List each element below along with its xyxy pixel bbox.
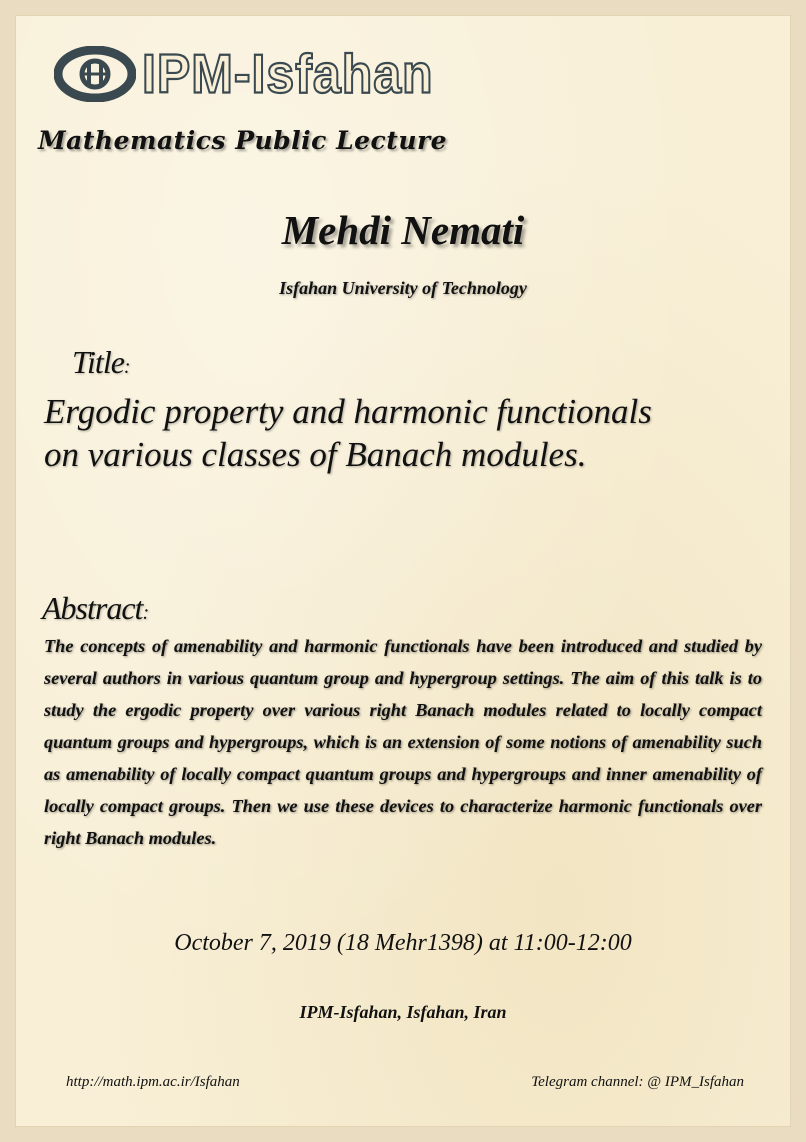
ipm-logo-icon bbox=[54, 46, 136, 102]
ipm-logo bbox=[54, 43, 434, 105]
ipm-logo-text: IPM-Isfahan bbox=[142, 43, 434, 105]
telegram-channel: Telegram channel: @ IPM_Isfahan bbox=[531, 1074, 744, 1090]
talk-title-line-2: on various classes of Banach modules. bbox=[44, 435, 587, 475]
title-label-text: Title bbox=[72, 344, 124, 380]
abstract-text: The concepts of amenability and harmonic functionals have been introduced and studied by several authors in various quantum group and hypergroup settings. The aim of this talk is to study the ergodic property over various right Banach modules related to locally compact quantum groups and hypergroups, which is an extension of some notions of amenability such as amenability of locally compact quantum groups and hypergroups and inner amenability of locally compact groups. Then we use these devices to characterize harmonic functionals over right Banach modules. bbox=[44, 636, 762, 848]
event-datetime: October 7, 2019 (18 Mehr1398) at 11:00-12:00 bbox=[174, 930, 632, 956]
abstract-label bbox=[42, 590, 149, 627]
poster bbox=[16, 16, 790, 1126]
abstract-label-text: Abstract bbox=[42, 590, 143, 626]
website-url: http://math.ipm.ac.ir/Isfahan bbox=[66, 1074, 240, 1090]
speaker-affiliation: Isfahan University of Technology bbox=[279, 278, 527, 298]
event-venue: IPM-Isfahan, Isfahan, Iran bbox=[299, 1002, 507, 1022]
talk-title bbox=[44, 390, 784, 477]
title-label bbox=[72, 344, 131, 381]
title-label-colon: : bbox=[123, 356, 131, 378]
lecture-series-title: Mathematics Public Lecture bbox=[38, 126, 448, 155]
talk-title-line-1: Ergodic property and harmonic functionals bbox=[44, 392, 652, 431]
speaker-name: Mehdi Nemati bbox=[281, 207, 525, 253]
abstract-label-colon: : bbox=[142, 602, 150, 624]
